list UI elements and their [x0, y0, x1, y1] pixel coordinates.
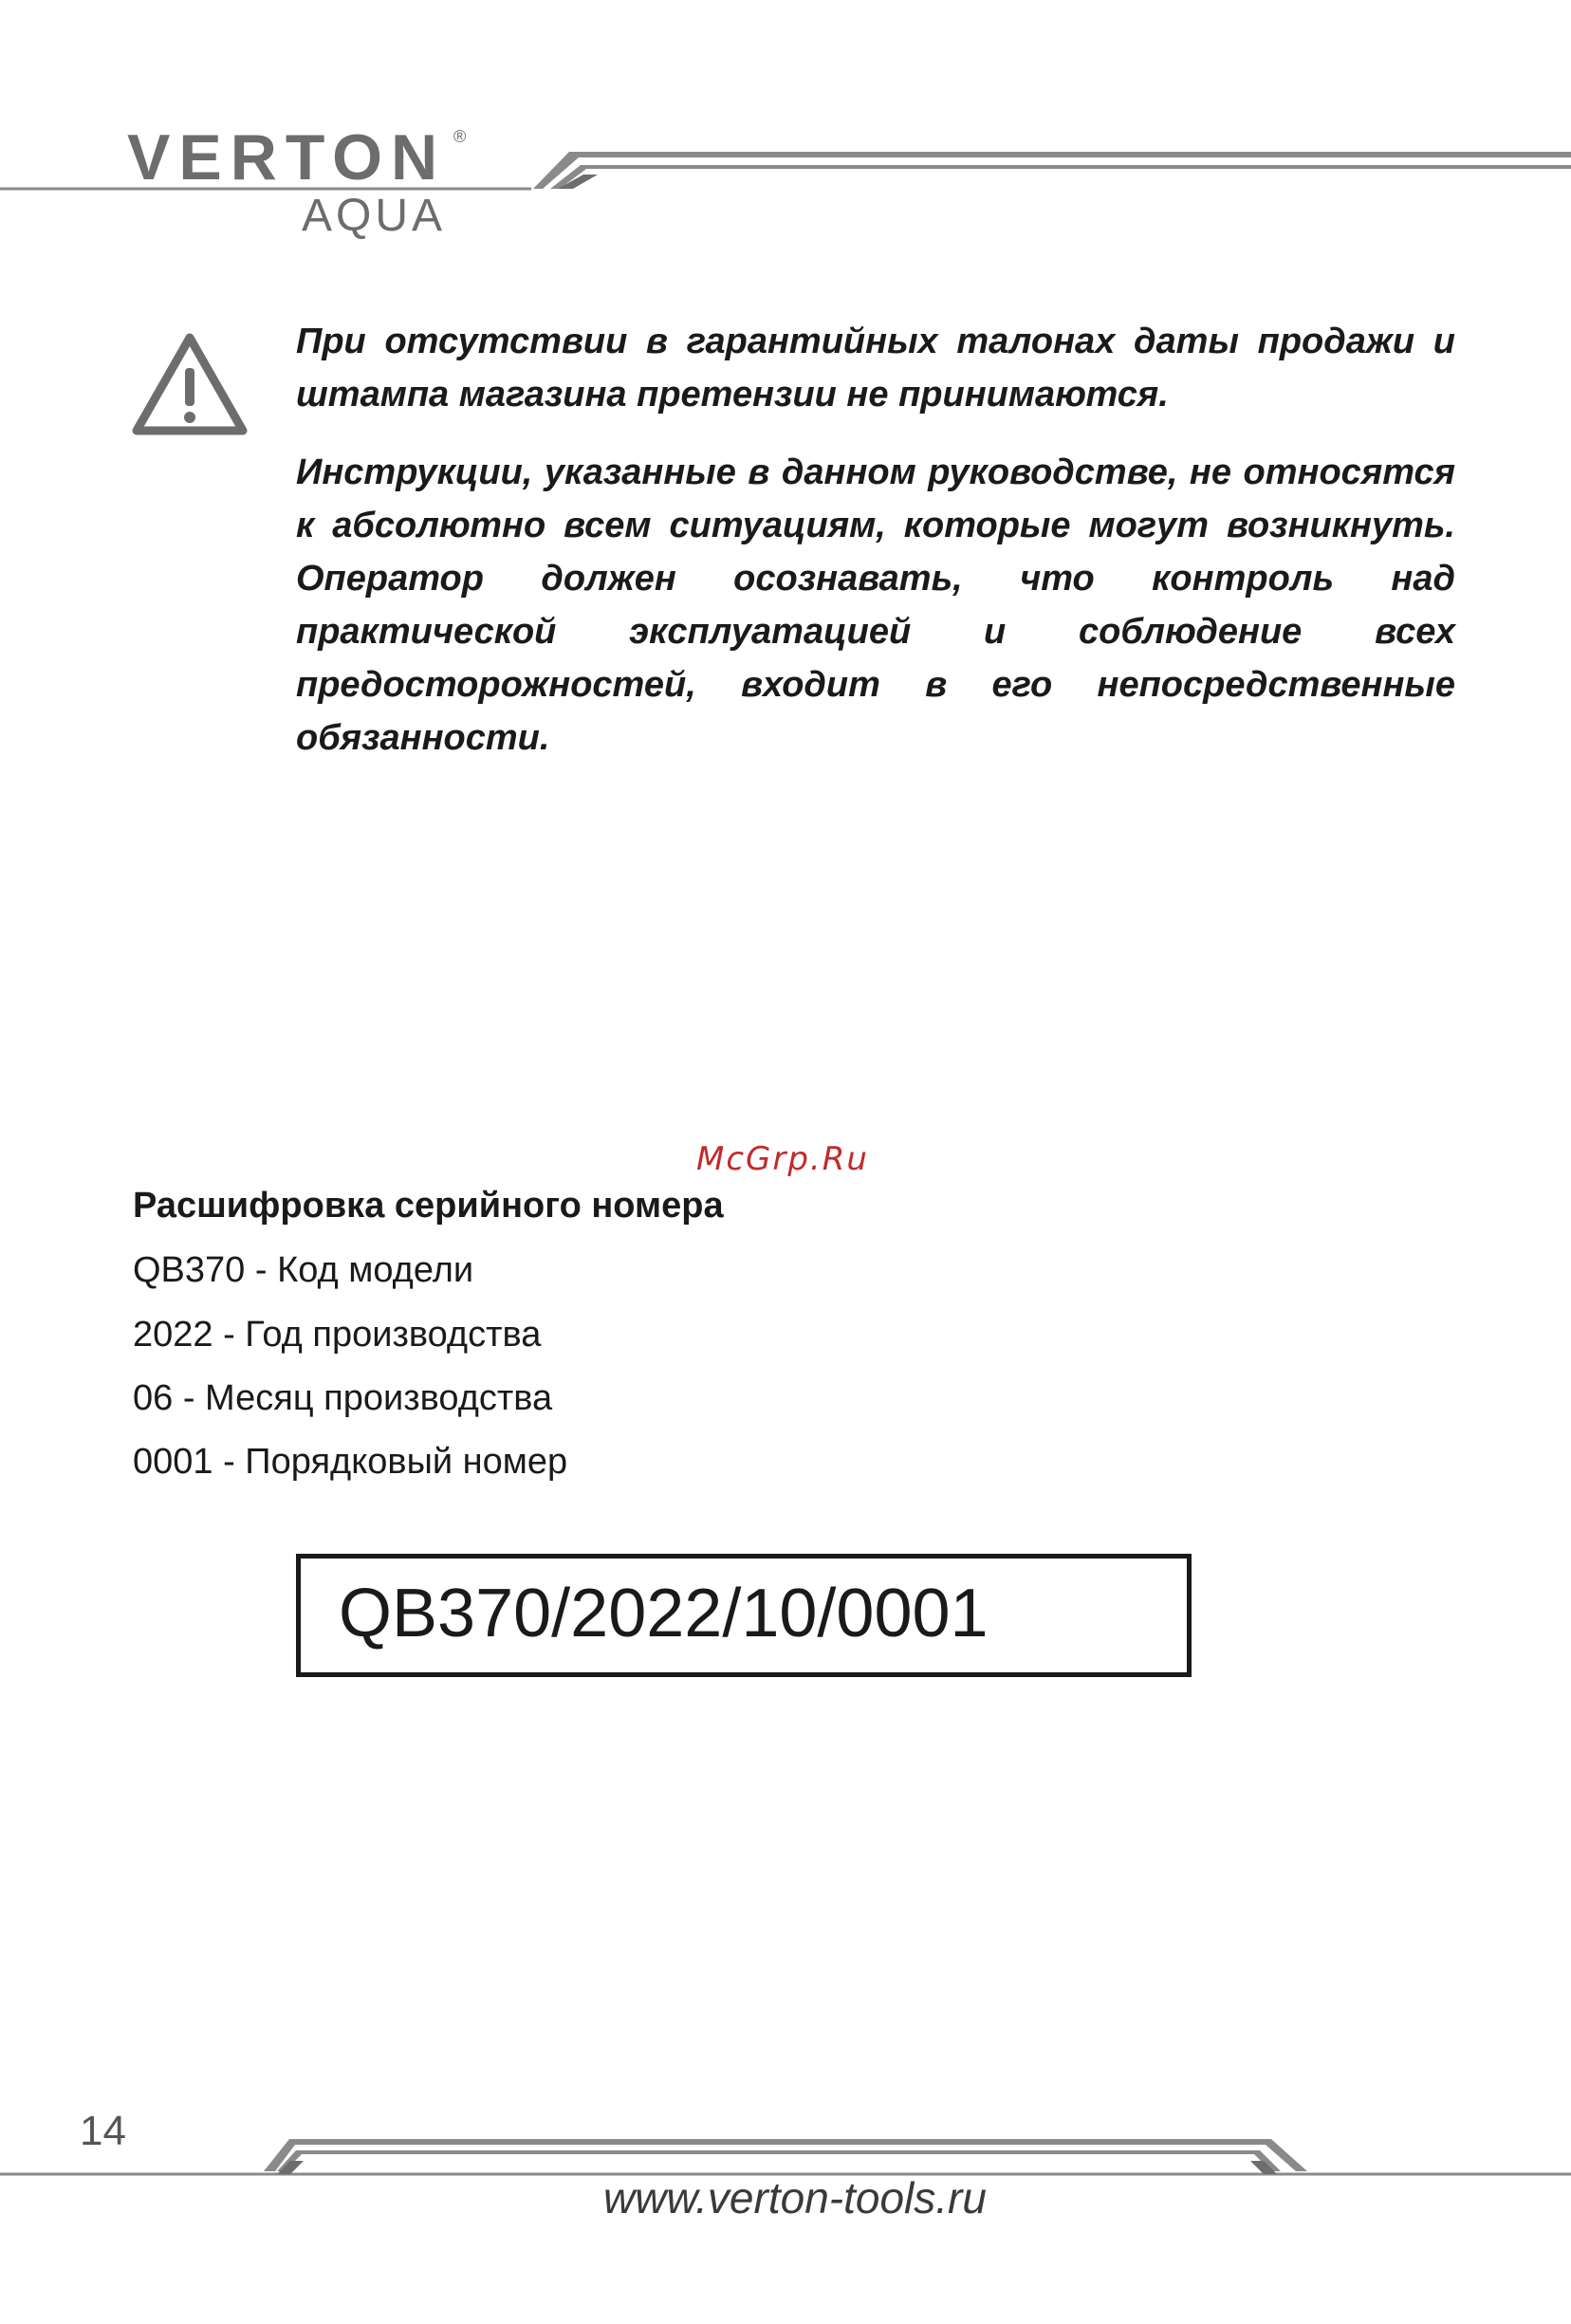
page-number: 14	[80, 2108, 126, 2154]
serial-line: 2022 - Год производства	[133, 1315, 542, 1355]
serial-line: QB370 - Код модели	[133, 1250, 474, 1290]
warning-paragraph: При отсутствии в гарантийных талонах даты продажи и штампа магазина претензии не принимаются.	[296, 322, 1455, 415]
brand-logo: VERTON	[127, 121, 447, 194]
serial-example-box	[296, 1554, 1192, 1677]
warning-paragraph: Инструкции, указанные в данном руководстве, не относятся к абсолютно всем ситуациям, которые могут возникнуть. Оператор должен осознавать, что контроль над практической эксплуатацией и соблюдение всех предосторожностей, входит в его непосредственные обязанности.	[296, 452, 1455, 758]
product-line-logo: AQUA	[302, 191, 447, 241]
warning-triangle-icon	[131, 332, 249, 438]
watermark-text: McGrp.Ru	[696, 1140, 869, 1178]
serial-section-title: Расшифровка серийного номера	[133, 1186, 724, 1226]
serial-line: 06 - Месяц производства	[133, 1378, 553, 1418]
registered-mark: ®	[453, 127, 467, 146]
website-link[interactable]: www.verton-tools.ru	[603, 2173, 987, 2223]
serial-example-value: QB370/2022/10/0001	[339, 1576, 989, 1651]
serial-line: 0001 - Порядковый номер	[133, 1442, 568, 1482]
